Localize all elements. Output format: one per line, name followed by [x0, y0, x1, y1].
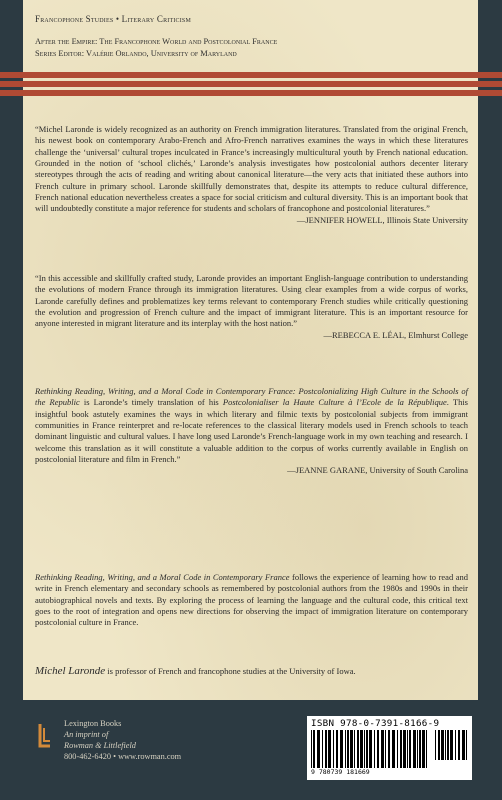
- author-name: Michel Laronde: [35, 665, 106, 677]
- imprint-name: Rowman & Littlefield: [64, 741, 136, 750]
- publisher-logo-icon: [36, 722, 52, 752]
- barcode-digits: 9 780739 181669: [311, 768, 370, 776]
- endorsement-quote: [35, 273, 468, 341]
- book-title: Rethinking Reading, Writing, and a Moral Code in Contemporary France: [35, 572, 290, 582]
- description-text: follows the experience of learning how to read and write in French elementary and secondary schools as remembered by postcolonial authors from the 1980s and 1990s in their autobiographical novels and texts. By exploring the process of learning the language and the cultural code, this critical text goes to the root of integration and opens new directions for observing the impact of immigration literature on contemporary postcolonial culture in France.: [35, 572, 468, 628]
- ean-barcode-icon: [311, 730, 429, 768]
- decorative-stripe: [0, 72, 502, 78]
- quote-text: “In this accessible and skillfully crafted study, Laronde provides an important English-language contribution to understanding the evolutions of modern France through its immigration literatures. Using clear examples from a wide corpus of works, Laronde carefully defines and problematizes key terms relevant to contemporary French studies while critically questioning the evolution and progression of French culture and the impact of immigrant literature. This is an important resource for anyone interested in migrant literature and its interplay with the host nation.”: [35, 273, 468, 329]
- quote-text: [35, 386, 468, 465]
- series-info: [35, 36, 465, 60]
- price-barcode-icon: [435, 730, 469, 760]
- quote-text: “Michel Laronde is widely recognized as an authority on French immigration literatures. Translated from the original French, his newest book on contemporary Arabo-French and Afro-French narratives examines the ways in which these literatures challenge the ‘universal’ cultural tropes inculcated in France’s increasingly multicultural youth by French national education. Grounded in the notion of ‘school clichés,’ Laronde’s analysis investigates how postcolonial authors decenter literary stereotypes through the acts of reading and writing about canonical literature—the very acts that initiated these authors into French culture in primary school. Laronde skillfully demonstrates that, despite its attempts to reduce cultural difference, French national education nevertheless creates a space for social criticism and cultural diversity. This is an important book that will undoubtedly constitute a major reference for students and scholars of francophone and postcolonial literatures.”: [35, 124, 468, 214]
- isbn-label: ISBN 978-0-7391-8166-9: [311, 718, 440, 729]
- decorative-stripe: [0, 81, 502, 87]
- author-bio: [35, 665, 468, 677]
- quote-attribution: —REBECCA E. LÉAL, Elmhurst College: [323, 329, 468, 340]
- quote-segment: . This insightful book astutely examines the ways in which literary and filmic texts by postcolonial subjects from immigrant communities in France reinterpret and re-locate references to the classical literary models used in French schools to teach dominant linguistic and cultural values. I have long used Laronde’s French-language work in my own teaching and research. I welcome this translation as it will constitute a valuable addition to the corpus of works currently available in English on postcolonial literature and film in French.”: [35, 397, 468, 465]
- quote-attribution: —JENNIFER HOWELL, Illinois State University: [296, 214, 468, 225]
- quote-attribution: —JEANNE GARANE, University of South Carolina: [287, 465, 468, 476]
- endorsement-quote: [35, 386, 468, 477]
- series-editor: Series Editor: Valérie Orlando, University of Maryland: [35, 49, 237, 58]
- french-title: Postcolonialiser la Haute Culture à l’Ecole de la République: [222, 397, 447, 408]
- decorative-stripe: [0, 90, 502, 96]
- quote-segment: is Laronde’s timely translation of his: [79, 397, 223, 408]
- author-bio-text: is professor of French and francophone studies at the University of Iowa.: [105, 666, 356, 676]
- endorsement-quote: [35, 124, 468, 226]
- book-description: [35, 572, 468, 629]
- publisher-text: [64, 718, 181, 762]
- imprint-line: An imprint of: [64, 730, 109, 739]
- series-category: Francophone Studies • Literary Criticism: [35, 14, 191, 24]
- series-collection: After the Empire: The Francophone World and Postcolonial France: [35, 37, 278, 46]
- publisher-name: Lexington Books: [64, 719, 122, 728]
- barcode: [307, 716, 472, 780]
- publisher-contact: 800-462-6420 • www.rowman.com: [64, 752, 182, 761]
- book-title: Rethinking Reading, Writing, and a Moral Code in Contemporary France: Postcolonializing High Culture in the Schools of the Republic: [35, 386, 468, 408]
